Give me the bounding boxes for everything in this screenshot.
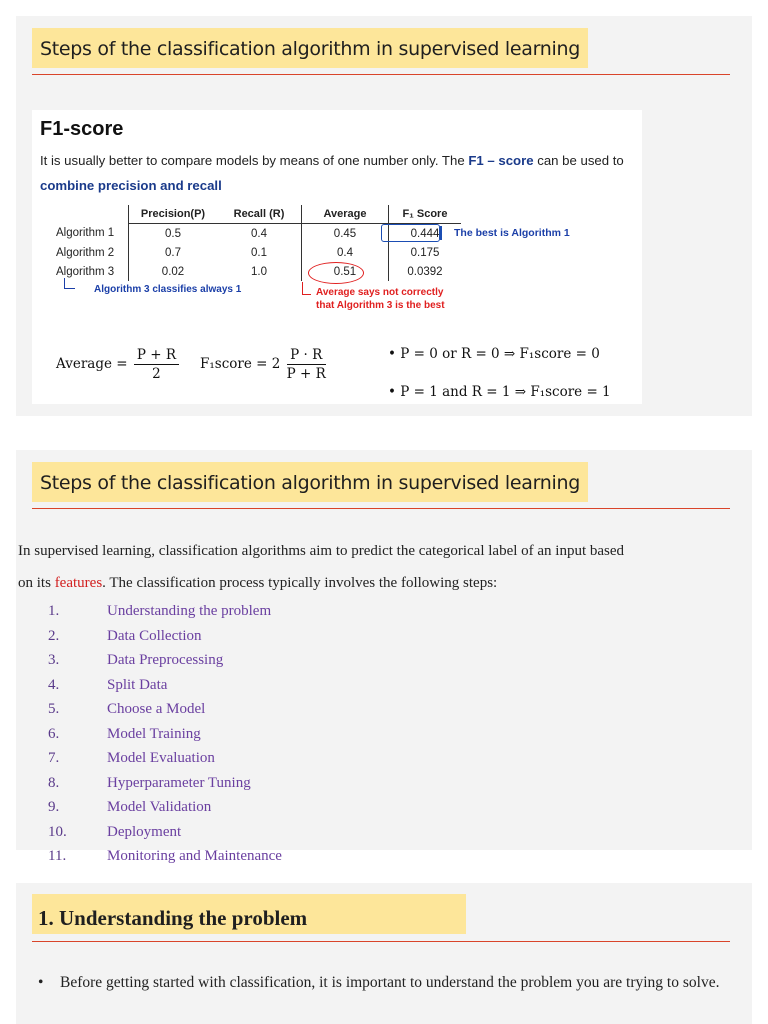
step-label: Data Preprocessing (107, 652, 224, 668)
step-label: Deployment (107, 824, 182, 840)
step-label: Hyperparameter Tuning (107, 775, 251, 791)
step-number: 4. (48, 677, 60, 693)
step-number: 5. (48, 701, 60, 717)
step-label: Understanding the problem (107, 603, 272, 619)
title-underline (32, 508, 730, 509)
title-underline (32, 74, 730, 75)
f1-heading: F1-score (40, 118, 124, 140)
f1-score-figure (32, 110, 642, 404)
section-title-box (32, 894, 466, 934)
average-highlight-ellipse (308, 262, 364, 284)
intro-line-2 (18, 575, 758, 592)
table-cell: Algorithm 2 (50, 243, 129, 262)
step-label: Choose a Model (107, 701, 206, 717)
title-underline (32, 941, 730, 942)
average-note (316, 287, 445, 312)
f1-description (40, 148, 640, 198)
step-number: 2. (48, 628, 60, 644)
table-header: Precision(P) (129, 205, 218, 224)
step-number: 7. (48, 750, 60, 766)
step-label: Model Validation (107, 799, 212, 815)
best-algorithm-note: The best is Algorithm 1 (454, 227, 570, 239)
f1-comparison-table (50, 205, 461, 281)
bullet-text: Before getting started with classification, it is important to understand the problem you are trying to solve. (60, 974, 720, 991)
average-note-line2: that Algorithm 3 is the best (316, 299, 445, 311)
table-cell: 0.0392 (407, 265, 443, 278)
intro-line-1: In supervised learning, classification algorithms aim to predict the categorical label of an input based (18, 543, 625, 559)
table-cell: 0.5 (165, 227, 181, 240)
table-cell: 0.444 (410, 227, 440, 240)
fraction-denominator: 2 (152, 366, 161, 382)
f1-desc-term: F1 – score (468, 153, 534, 168)
bullet-dot: • (38, 974, 44, 991)
table-row (50, 262, 461, 281)
table-cell: 0.175 (410, 246, 440, 259)
table-header: Recall (R) (217, 205, 302, 224)
table-cell: 0.45 (302, 224, 389, 244)
step-number: 8. (48, 775, 60, 791)
average-note-arrow (302, 282, 311, 295)
table-header: F₁ Score (389, 205, 462, 224)
slide-understanding-problem (16, 883, 752, 1024)
step-number: 1. (48, 603, 60, 619)
average-note-line1: Average says not correctly (316, 287, 444, 298)
f1-formula-label: F₁score = 2 (200, 356, 281, 372)
algorithm3-note: Algorithm 3 classifies always 1 (94, 284, 242, 295)
bullet-paragraph (38, 967, 738, 998)
average-formula-label: Average = (56, 356, 128, 372)
table-cell: 0.1 (217, 243, 302, 262)
table-cell: 0.7 (165, 246, 181, 259)
slide-title-box (32, 28, 588, 68)
intro-text: . The classification process typically involves the following steps: (102, 575, 498, 591)
f1-desc-part2: can be used to (533, 153, 624, 168)
f1-fraction (287, 346, 326, 383)
step-label: Data Collection (107, 628, 202, 644)
best-score-highlight (381, 224, 440, 242)
table-header-row (50, 205, 461, 224)
fraction-numerator: P · R (287, 346, 326, 365)
table-header: Average (302, 205, 389, 224)
step-number: 9. (48, 799, 60, 815)
average-fraction (134, 346, 179, 383)
f1-bullet-one: • P = 1 and R = 1 ⇒ F₁score = 1 (388, 384, 611, 400)
section-title: 1. Understanding the problem (38, 906, 308, 930)
step-label: Model Evaluation (107, 750, 215, 766)
step-number: 3. (48, 652, 60, 668)
intro-text: on its (18, 575, 55, 591)
fraction-denominator: P + R (286, 366, 326, 382)
table-cell: Algorithm 1 (50, 224, 129, 244)
table-cell: 0.4 (217, 224, 302, 244)
table-cell: Algorithm 3 (50, 262, 129, 281)
fraction-numerator: P + R (134, 346, 179, 365)
slide-title: Steps of the classification algorithm in supervised learning (40, 38, 581, 60)
f1-formula (200, 346, 328, 383)
slide-title: Steps of the classification algorithm in supervised learning (40, 472, 581, 494)
f1-desc-bold: combine precision and recall (40, 178, 222, 193)
step-number: 10. (48, 824, 67, 840)
average-formula (56, 346, 181, 383)
step-number: 11. (48, 848, 67, 864)
table-cell: 0.4 (302, 243, 389, 262)
features-term: features (54, 575, 103, 591)
table-cell: 1.0 (217, 262, 302, 281)
slide-title-box (32, 462, 588, 502)
step-number: 6. (48, 726, 60, 742)
table-row (50, 243, 461, 262)
table-cell: 0.51 (302, 262, 389, 281)
algorithm3-note-arrow (64, 278, 75, 289)
table-header (50, 205, 129, 224)
step-label: Monitoring and Maintenance (107, 848, 282, 864)
f1-desc-part1: It is usually better to compare models by means of one number only. The (40, 153, 469, 168)
slide-f1-score (16, 16, 752, 416)
f1-bullet-zero: • P = 0 or R = 0 ⇒ F₁score = 0 (388, 346, 600, 362)
best-score-connector (440, 226, 442, 240)
step-label: Split Data (107, 677, 168, 693)
table-cell: 0.02 (161, 265, 185, 278)
step-label: Model Training (107, 726, 201, 742)
